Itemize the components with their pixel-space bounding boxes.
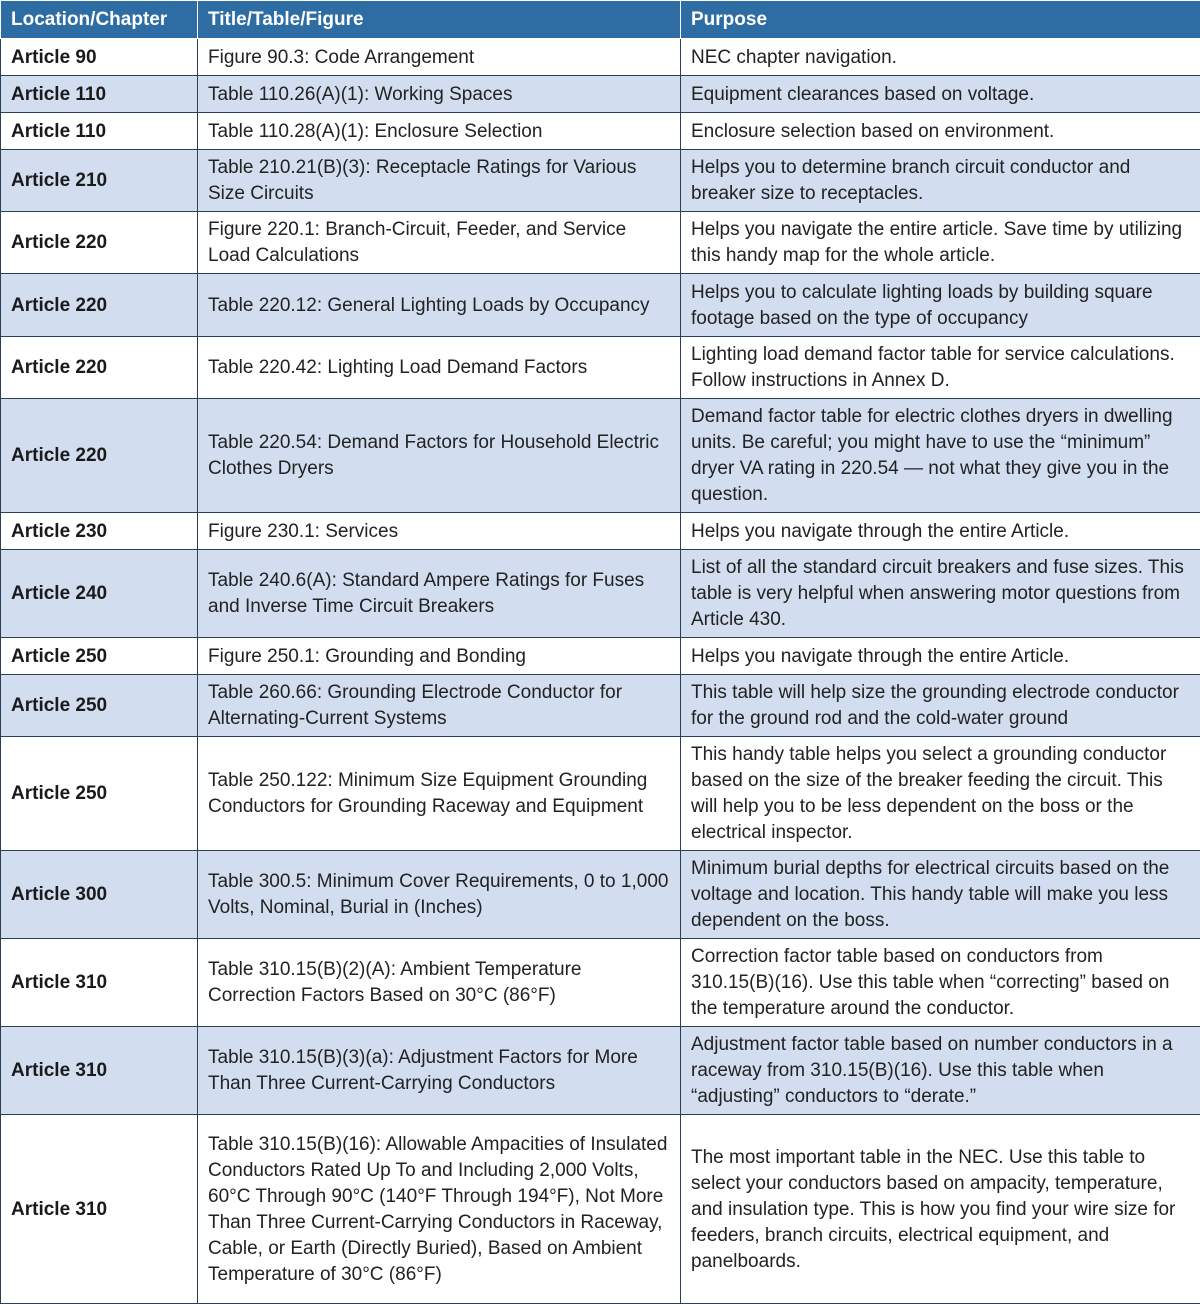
location-cell: Article 300 (1, 851, 198, 939)
title-cell: Table 310.15(B)(3)(a): Adjustment Factors for More Than Three Current-Carrying Conductors (198, 1027, 681, 1115)
table-row (1, 737, 1200, 851)
location-cell: Article 220 (1, 274, 198, 337)
title-cell: Table 300.5: Minimum Cover Requirements, 0 to 1,000 Volts, Nominal, Burial in (Inches) (198, 851, 681, 939)
title-cell: Figure 220.1: Branch-Circuit, Feeder, and Service Load Calculations (198, 212, 681, 274)
purpose-cell: Demand factor table for electric clothes dryers in dwelling units. Be careful; you might have to use the “minimum” dryer VA rating in 220.54 — not what they give you in the question. (681, 399, 1200, 513)
purpose-cell: Helps you navigate the entire article. Save time by utilizing this handy map for the whole article. (681, 212, 1200, 274)
location-cell: Article 250 (1, 675, 198, 737)
title-cell: Figure 250.1: Grounding and Bonding (198, 638, 681, 675)
title-cell: Table 250.122: Minimum Size Equipment Grounding Conductors for Grounding Raceway and Equipment (198, 737, 681, 851)
title-cell: Table 110.28(A)(1): Enclosure Selection (198, 113, 681, 150)
purpose-cell: The most important table in the NEC. Use this table to select your conductors based on ampacity, temperature, and insulation type. This is how you find your wire size for feeders, branch circuits, electrical equipment, and panelboards. (681, 1115, 1200, 1304)
table-row (1, 550, 1200, 638)
purpose-cell: Minimum burial depths for electrical circuits based on the voltage and location. This handy table will make you less dependent on the boss. (681, 851, 1200, 939)
table-row (1, 150, 1200, 212)
location-cell: Article 110 (1, 76, 198, 113)
table-row (1, 76, 1200, 113)
location-cell: Article 250 (1, 737, 198, 851)
purpose-cell: Helps you navigate through the entire Article. (681, 638, 1200, 675)
table-row (1, 939, 1200, 1027)
table-row (1, 513, 1200, 550)
purpose-cell: Adjustment factor table based on number conductors in a raceway from 310.15(B)(16). Use this table when “adjusting” conductors to “derate.” (681, 1027, 1200, 1115)
table-row (1, 113, 1200, 150)
location-cell: Article 90 (1, 39, 198, 76)
location-cell: Article 310 (1, 1027, 198, 1115)
purpose-cell: Lighting load demand factor table for service calculations. Follow instructions in Annex D. (681, 337, 1200, 399)
column-header-title: Title/Table/Figure (198, 1, 681, 39)
location-cell: Article 220 (1, 337, 198, 399)
title-cell: Table 220.54: Demand Factors for Household Electric Clothes Dryers (198, 399, 681, 513)
table-row (1, 212, 1200, 274)
table-header-row (1, 1, 1200, 39)
purpose-cell: NEC chapter navigation. (681, 39, 1200, 76)
table-row (1, 39, 1200, 76)
title-cell: Table 220.12: General Lighting Loads by Occupancy (198, 274, 681, 337)
table-row (1, 1027, 1200, 1115)
purpose-cell: Helps you to determine branch circuit conductor and breaker size to receptacles. (681, 150, 1200, 212)
purpose-cell: Enclosure selection based on environment. (681, 113, 1200, 150)
location-cell: Article 240 (1, 550, 198, 638)
location-cell: Article 310 (1, 1115, 198, 1304)
location-cell: Article 310 (1, 939, 198, 1027)
title-cell: Table 240.6(A): Standard Ampere Ratings for Fuses and Inverse Time Circuit Breakers (198, 550, 681, 638)
table-row (1, 1115, 1200, 1304)
table-row (1, 675, 1200, 737)
purpose-cell: Equipment clearances based on voltage. (681, 76, 1200, 113)
location-cell: Article 110 (1, 113, 198, 150)
column-header-purpose: Purpose (681, 1, 1200, 39)
title-cell: Table 310.15(B)(16): Allowable Ampacities of Insulated Conductors Rated Up To and Including 2,000 Volts, 60°C Through 90°C (140°F Through 194°F), Not More Than Three Current-Carrying Conductors in Raceway, Cable, or Earth (Directly Buried), Based on Ambient Temperature of 30°C (86°F) (198, 1115, 681, 1304)
location-cell: Article 220 (1, 212, 198, 274)
title-cell: Table 220.42: Lighting Load Demand Factors (198, 337, 681, 399)
purpose-cell: Helps you navigate through the entire Article. (681, 513, 1200, 550)
location-cell: Article 220 (1, 399, 198, 513)
title-cell: Figure 90.3: Code Arrangement (198, 39, 681, 76)
location-cell: Article 250 (1, 638, 198, 675)
title-cell: Table 110.26(A)(1): Working Spaces (198, 76, 681, 113)
title-cell: Table 310.15(B)(2)(A): Ambient Temperature Correction Factors Based on 30°C (86°F) (198, 939, 681, 1027)
purpose-cell: Correction factor table based on conductors from 310.15(B)(16). Use this table when “correcting” based on the temperature around the conductor. (681, 939, 1200, 1027)
table-row (1, 851, 1200, 939)
purpose-cell: List of all the standard circuit breakers and fuse sizes. This table is very helpful when answering motor questions from Article 430. (681, 550, 1200, 638)
column-header-location: Location/Chapter (1, 1, 198, 39)
title-cell: Table 210.21(B)(3): Receptacle Ratings for Various Size Circuits (198, 150, 681, 212)
table-row (1, 274, 1200, 337)
purpose-cell: This table will help size the grounding electrode conductor for the ground rod and the cold-water ground (681, 675, 1200, 737)
purpose-cell: Helps you to calculate lighting loads by building square footage based on the type of occupancy (681, 274, 1200, 337)
location-cell: Article 210 (1, 150, 198, 212)
table-row (1, 337, 1200, 399)
table-row (1, 638, 1200, 675)
location-cell: Article 230 (1, 513, 198, 550)
title-cell: Table 260.66: Grounding Electrode Conductor for Alternating-Current Systems (198, 675, 681, 737)
table-row (1, 399, 1200, 513)
title-cell: Figure 230.1: Services (198, 513, 681, 550)
purpose-cell: This handy table helps you select a grounding conductor based on the size of the breaker feeding the circuit. This will help you to be less dependent on the boss or the electrical inspector. (681, 737, 1200, 851)
